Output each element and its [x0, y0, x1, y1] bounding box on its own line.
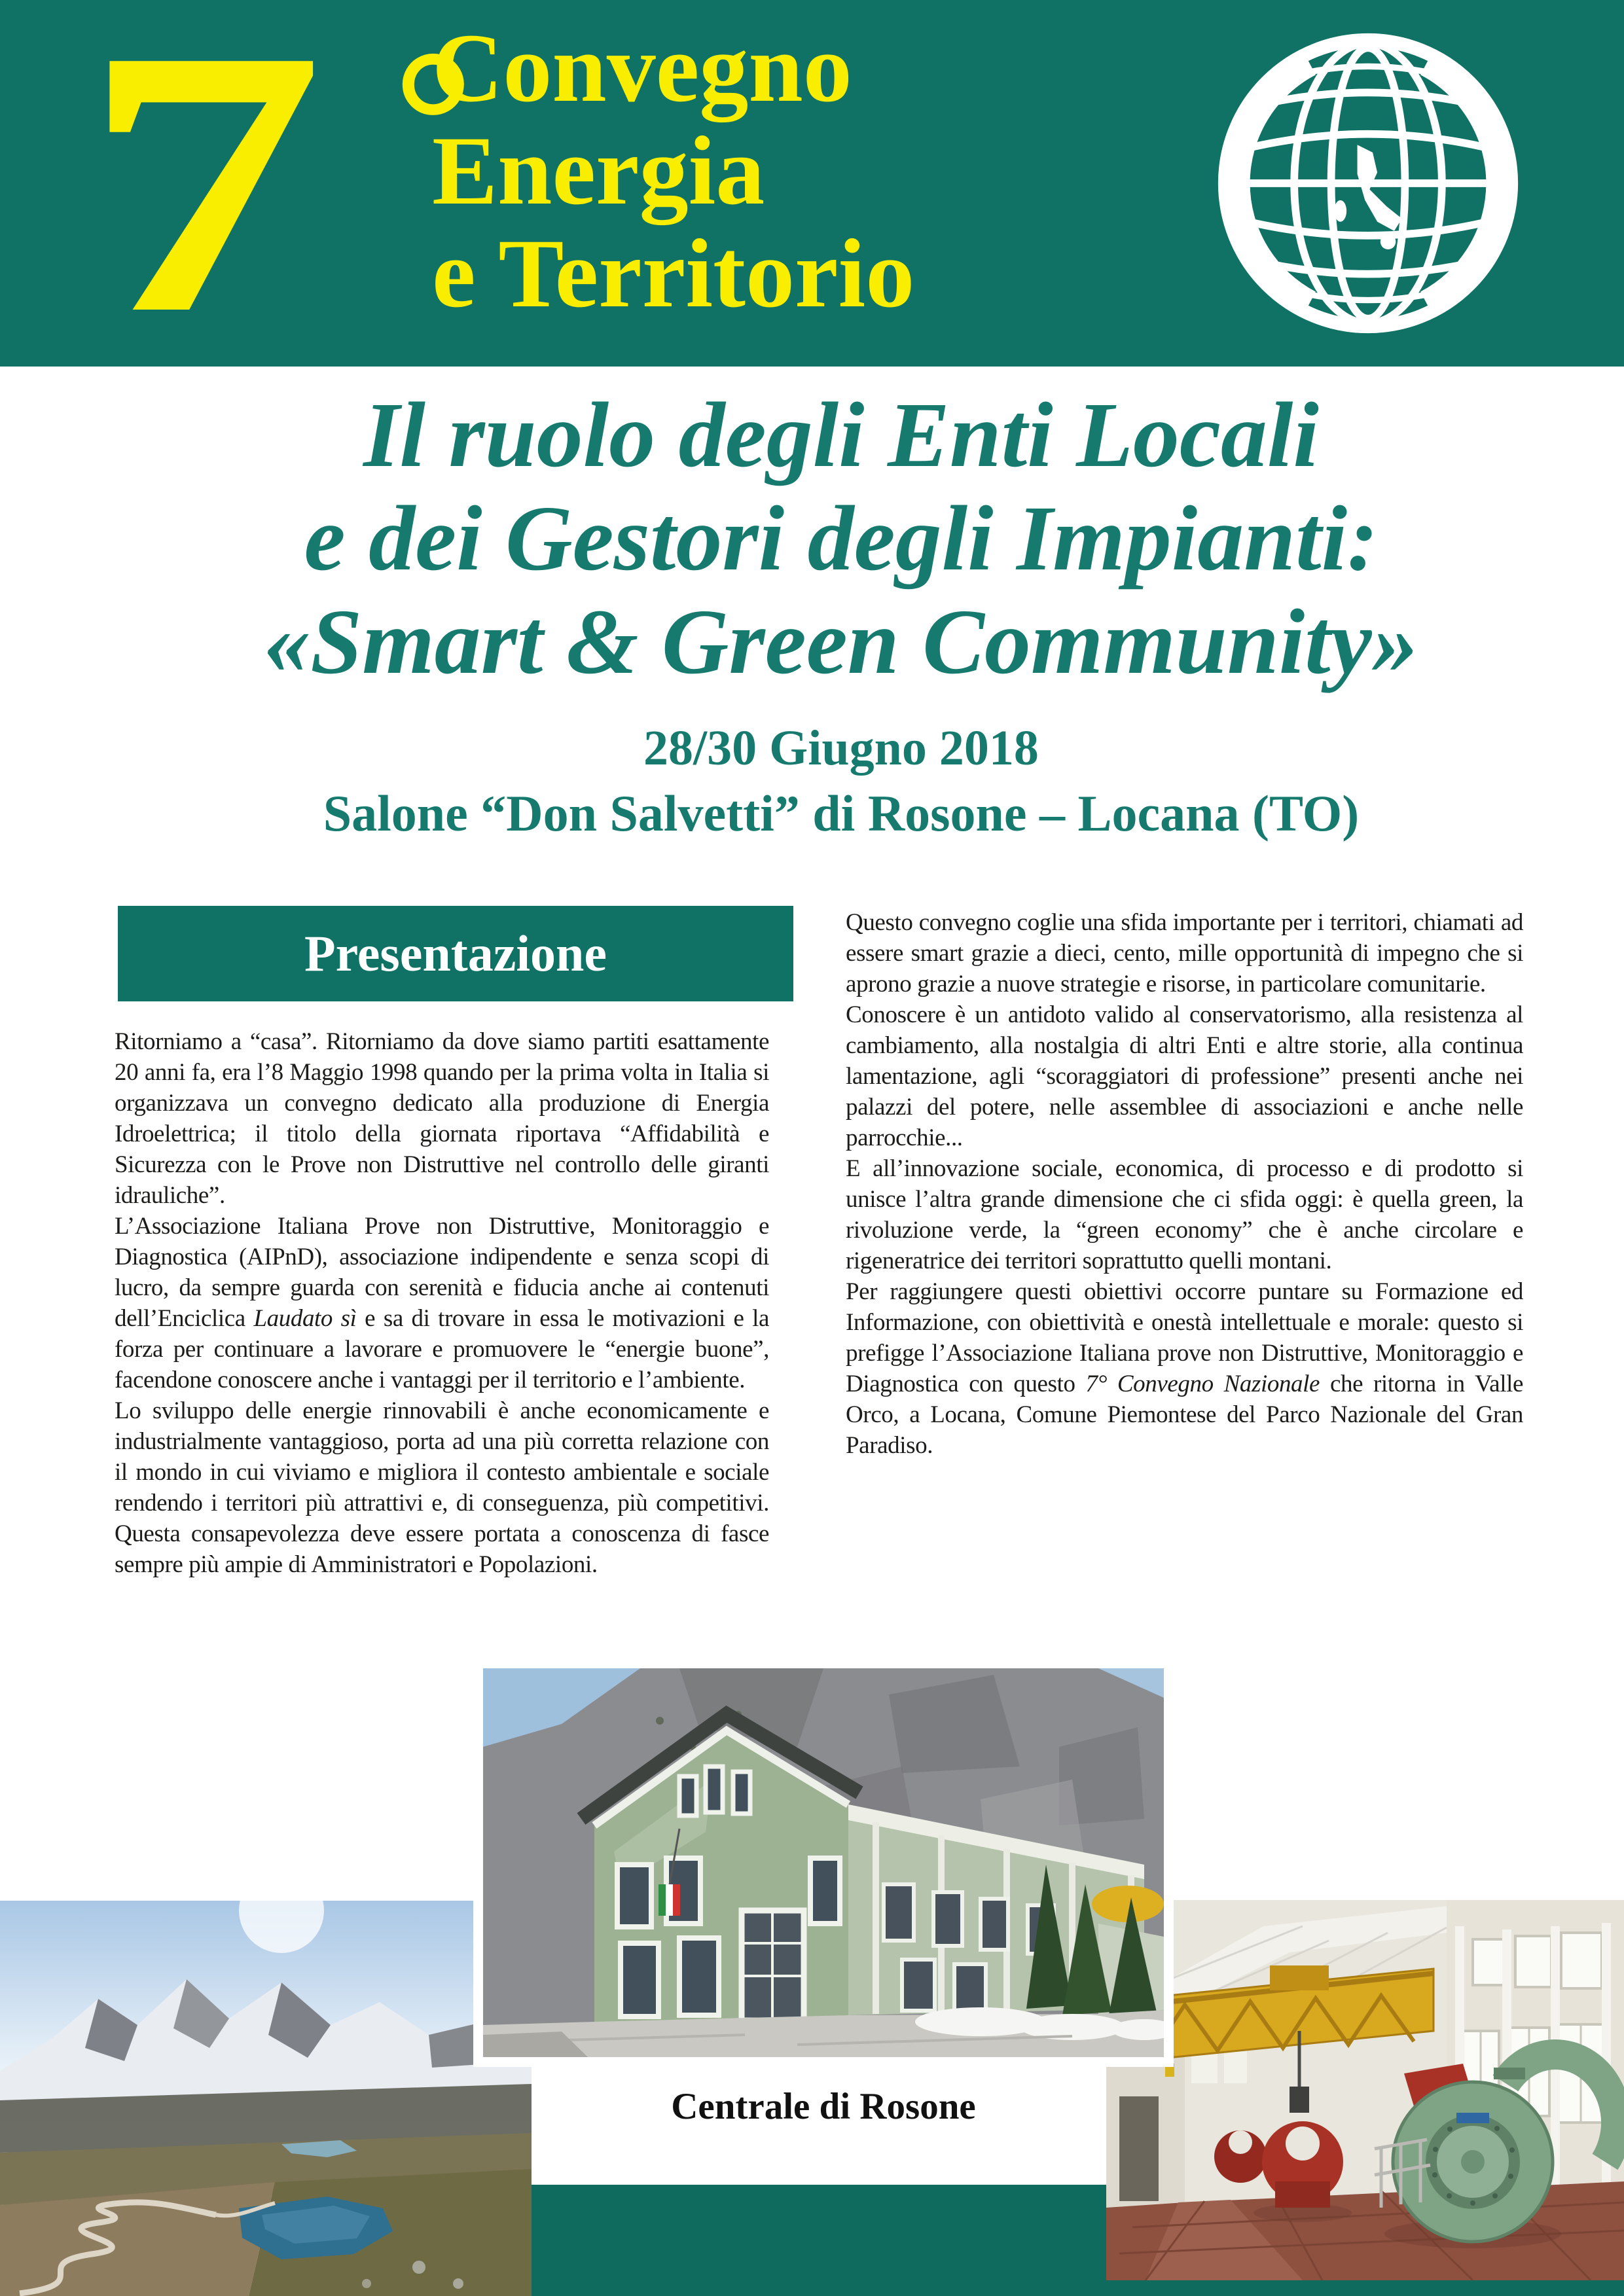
event-title-line-2: e dei Gestori degli Impianti:: [304, 486, 1379, 590]
paragraph-3: E all’innovazione sociale, economica, di processo e di prodotto si unisce l’altra grande dimensione che ci sfida oggi: è quella green, la rivoluzione verde, la “green economy” che è anche circolare e rigeneratrice dei territori soprattutto quelli montani.: [846, 1155, 1523, 1274]
event-title-line-1: Il ruolo degli Enti Locali: [363, 383, 1319, 486]
paragraph-2: [115, 1211, 769, 1395]
paragraph-4: [846, 1276, 1523, 1461]
event-venue: Salone “Don Salvetti” di Rosone – Locana (TO): [323, 785, 1360, 842]
presentation-left-column: [115, 1026, 769, 1580]
photo-turbine-hall: [1106, 1900, 1624, 2280]
mountain-valley-graphic: [0, 1901, 532, 2296]
turbine-hall-graphic: [1106, 1900, 1624, 2280]
paragraph-1: Questo convegno coglie una sfida importante per i territori, chiamati ad essere smart grazie a dieci, cento, mille opportunità di impegno che si aprono grazie a nuove strategie e risorse, in particolare comunitarie.: [846, 909, 1523, 997]
italian-flag: [659, 1884, 666, 1916]
edition-digit: 7: [82, 0, 325, 392]
photo-caption-centrale-di-rosone: Centrale di Rosone: [671, 2086, 976, 2127]
paragraph-2: Conoscere è un antidoto valido al conservatorismo, alla resistenza al cambiamento, alla nostalgia di altri Enti e altre storie, alla continua lamentazione, agli “scoraggiatori di professione” presenti anche nei palazzi del potere, nelle assemblee di associazioni e anche nelle parrocchie...: [846, 1001, 1523, 1151]
header-title-line-1: Convegno: [432, 14, 852, 122]
section-title: Presentazione: [304, 925, 607, 982]
header-band: [0, 0, 1624, 392]
paragraph-2-start: L’Associazione Italiana Prove non Distruttive, Monitoraggio e Diagnostica (AIPnD), associazione indipendente e senza scopi di lucro, da sempre guarda con serenità e fiducia anche ai contenuti dell’Enciclica: [115, 1213, 769, 1332]
event-date: 28/30 Giugno 2018: [643, 721, 1039, 776]
italy-silhouette: [1358, 145, 1402, 231]
paragraph-2-end: e sa di trovare in essa le motivazioni e la forza per continuare a lavorare e promuovere le “energie buone”, facendone conoscere anche i vantaggi per il territorio e l’ambiente.: [115, 1305, 770, 1393]
paragraph-4-end: che ritorna in Valle Orco, a Locana, Comune Piemontese del Parco Nazionale del Gran Paradiso.: [846, 1371, 1523, 1459]
paragraph-4-start: Per raggiungere questi obiettivi occorre puntare su Formazione ed Informazione, con obiettività e onestà intellettuale e morale: questo si prefigge l’Associazione Italiana prove non Distruttive, Monitoraggio e Diagnostica con questo: [846, 1278, 1523, 1397]
event-title: [59, 383, 1623, 693]
section-bar-presentazione: [118, 906, 793, 1001]
aipnd-globe-logo-icon: [1214, 29, 1522, 337]
header-title-line-2: Energia: [432, 117, 765, 225]
globe-graphic: [1214, 29, 1522, 337]
edition-degree-sign: °: [393, 9, 474, 233]
paragraph-2-italic: Laudato sì: [253, 1305, 357, 1332]
paragraph-1: Ritorniamo a “casa”. Ritorniamo da dove siamo partiti esattamente 20 anni fa, era l’8 Maggio 1998 quando per la prima volta in Italia si organizzava un convegno dedicato alla produzione di Energia Idroelettrica; il titolo della giornata riportava “Affidabilità e Sicurezza con le Prove non Distruttive nel controllo delle giranti idrauliche”.: [115, 1028, 769, 1209]
edition-number: [82, 0, 474, 392]
paragraph-4-italic: 7° Convegno Nazionale: [1085, 1371, 1320, 1397]
photo-rosone-plant-framed: [473, 1659, 1174, 2067]
paragraph-3: Lo sviluppo delle energie rinnovabili è anche economicamente e industrialmente vantaggioso, porta ad una più corretta relazione con il mondo in cui viviamo e migliora il contesto ambientale e sociale rendendo i territori più attrattivi e, di conseguenza, più competitivi. Questa consapevolezza deve essere portata a conoscenza di fasce sempre più ampie di Amministratori e Popolazioni.: [115, 1397, 769, 1578]
header-title-line-3: e Territorio: [432, 219, 915, 328]
presentation-right-column: [846, 907, 1523, 1461]
event-title-line-3: «Smart & Green Community»: [264, 590, 1418, 693]
header-title: [432, 14, 915, 328]
rosone-plant-graphic: [483, 1668, 1164, 2057]
photo-mountain-valley: [0, 1901, 532, 2296]
